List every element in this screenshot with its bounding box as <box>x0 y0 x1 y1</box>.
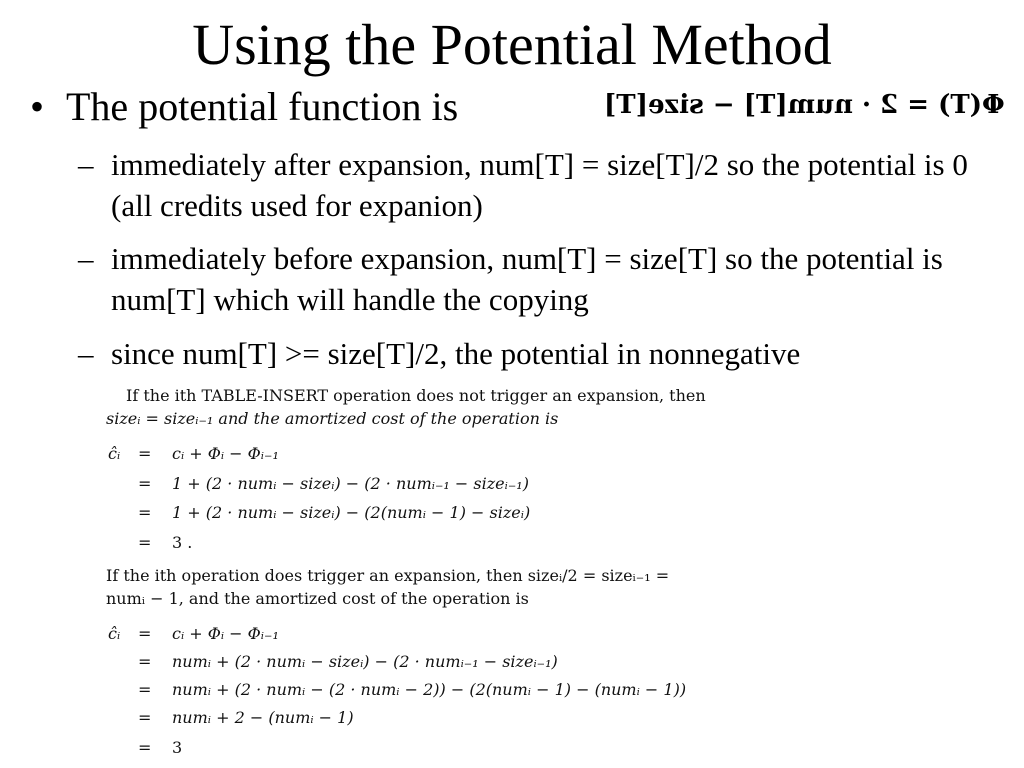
slide-title: Using the Potential Method <box>192 12 832 77</box>
equation-rhs: 3 . <box>172 533 193 552</box>
case2-intro-line2: numᵢ − 1, and the amortized cost of the operation is <box>106 589 529 608</box>
subpoint-nonnegative <box>78 333 1008 374</box>
equation-operator: = <box>138 624 152 643</box>
case1-intro-line2: sizeᵢ = sizeᵢ₋₁ and the amortized cost of the operation is <box>106 409 559 428</box>
case1-intro-line1: If the ith TABLE-INSERT operation does not trigger an expansion, then <box>126 386 706 405</box>
equation-lhs: ĉᵢ <box>108 444 121 463</box>
equation-rhs: numᵢ + (2 · numᵢ − sizeᵢ) − (2 · numᵢ₋₁ − sizeᵢ₋₁) <box>172 652 558 671</box>
equation-rhs: 3 <box>172 738 183 757</box>
dash-marker: – <box>78 241 94 276</box>
equation-rhs: 1 + (2 · numᵢ − sizeᵢ) − (2 · numᵢ₋₁ − sizeᵢ₋₁) <box>172 474 529 493</box>
equation-rhs: 1 + (2 · numᵢ − sizeᵢ) − (2(numᵢ − 1) − sizeᵢ) <box>172 503 531 522</box>
equation-rhs: numᵢ + 2 − (numᵢ − 1) <box>172 708 354 727</box>
potential-function-formula-image: Φ(T) = 2 · num[T] − size[T] <box>604 90 1005 120</box>
equation-operator: = <box>138 652 152 671</box>
equation-operator: = <box>138 708 152 727</box>
subpoint-text: immediately before expansion, num[T] = size[T] so the potential is num[T] which will handle the copying <box>111 241 943 317</box>
subpoint-after-expansion <box>78 144 1008 226</box>
equation-operator: = <box>138 680 152 699</box>
subpoint-text: immediately after expansion, num[T] = size[T]/2 so the potential is 0 (all credits used for expanion) <box>111 147 968 223</box>
dash-marker: – <box>78 147 94 182</box>
equation-operator: = <box>138 474 152 493</box>
equation-rhs: cᵢ + Φᵢ − Φᵢ₋₁ <box>172 444 279 463</box>
equation-operator: = <box>138 738 152 757</box>
subpoint-before-expansion <box>78 238 1008 320</box>
subpoint-text: since num[T] >= size[T]/2, the potential in nonnegative <box>111 336 801 371</box>
bullet-dot-icon: • <box>30 84 45 129</box>
equation-operator: = <box>138 444 152 463</box>
bullet-text: The potential function is <box>66 84 459 129</box>
equation-lhs: ĉᵢ <box>108 624 121 643</box>
equation-rhs: cᵢ + Φᵢ − Φᵢ₋₁ <box>172 624 279 643</box>
equation-operator: = <box>138 503 152 522</box>
dash-marker: – <box>78 336 94 371</box>
equation-operator: = <box>138 533 152 552</box>
equation-rhs: numᵢ + (2 · numᵢ − (2 · numᵢ − 2)) − (2(numᵢ − 1) − (numᵢ − 1)) <box>172 680 687 699</box>
case2-intro-line1: If the ith operation does trigger an expansion, then sizeᵢ/2 = sizeᵢ₋₁ = <box>106 566 670 585</box>
